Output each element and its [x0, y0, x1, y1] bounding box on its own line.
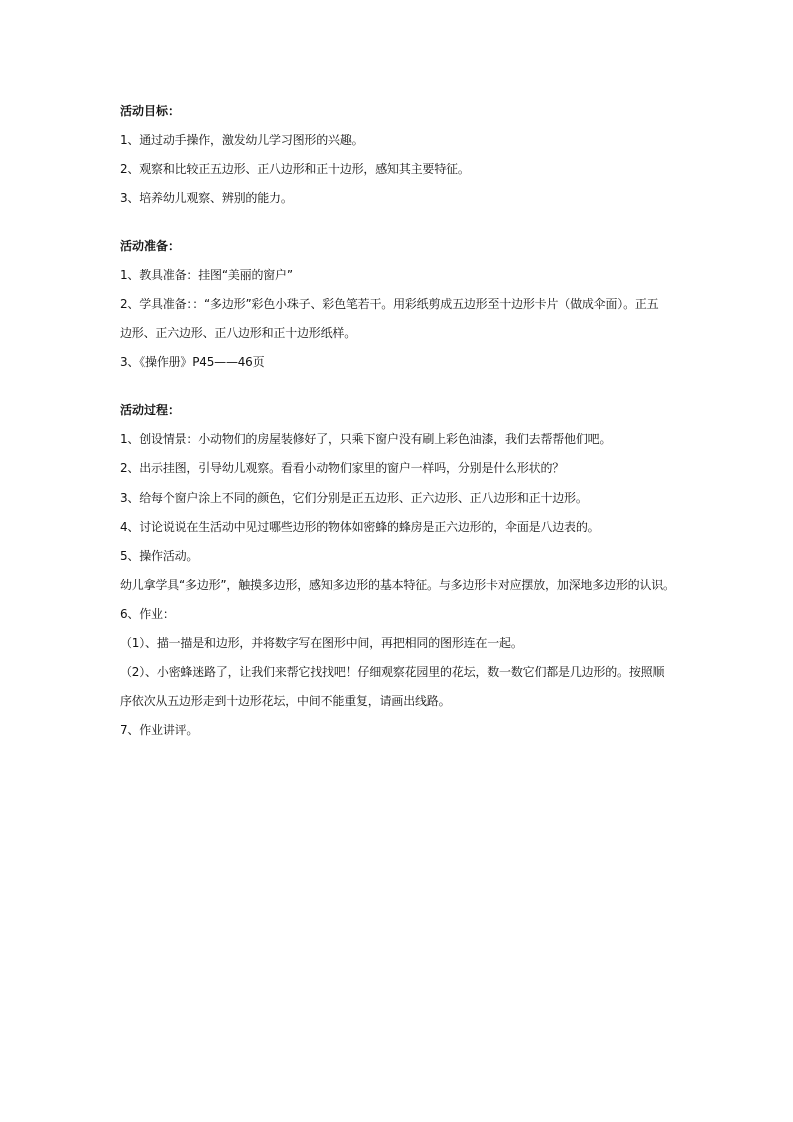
- process-item-5-detail: 幼儿拿学具“多边形”，触摸多边形，感知多边形的基本特征。与多边形卡对应摆放，加深地多边形的认识。: [120, 578, 675, 592]
- goals-heading: 活动目标：: [120, 104, 181, 118]
- process-item-6-2: （2）、小密蜂迷路了，让我们来帮它找找吧！仔细观察花园里的花坛，数一数它们都是几边形的。按照顺: [120, 665, 665, 679]
- process-item-1: 1、创设情景：小动物们的房屋装修好了，只乘下窗户没有刷上彩色油漆，我们去帮帮他们吧。: [120, 432, 612, 446]
- preparation-heading: 活动准备：: [120, 239, 181, 253]
- process-item-6-1: （1）、描一描是和边形，并将数字写在图形中间，再把相同的图形连在一起。: [120, 636, 523, 650]
- preparation-item-1: 1、教具准备：挂图“美丽的窗户”: [120, 268, 293, 282]
- process-item-7: 7、作业讲评。: [120, 723, 199, 737]
- process-item-4: 4、讨论说说在生活动中见过哪些边形的物体如密蜂的蜂房是正六边形的，伞面是八边表的。: [120, 520, 600, 534]
- preparation-item-2: 2、学具准备：：“多边形”彩色小珠子、彩色笔若干。用彩纸剪成五边形至十边形卡片（做成伞面）。正五: [120, 297, 659, 311]
- process-item-2: 2、出示挂图，引导幼儿观察。看看小动物们家里的窗户一样吗，分别是什么形状的？: [120, 461, 565, 475]
- process-item-6-2-cont: 序依次从五边形走到十边形花坛，中间不能重复，请画出线路。: [120, 694, 451, 708]
- goals-item-1: 1、通过动手操作，激发幼儿学习图形的兴趣。: [120, 133, 364, 147]
- preparation-item-3: 3、《操作册》P45——46页: [120, 355, 265, 369]
- process-item-6: 6、作业：: [120, 607, 175, 621]
- preparation-item-2-cont: 边形、正六边形、正八边形和正十边形纸样。: [120, 326, 357, 340]
- goals-item-3: 3、培养幼儿观察、辨别的能力。: [120, 191, 293, 205]
- process-item-3: 3、给每个窗户涂上不同的颜色，它们分别是正五边形、正六边形、正八边形和正十边形。: [120, 491, 588, 505]
- goals-item-2: 2、观察和比较正五边形、正八边形和正十边形，感知其主要特征。: [120, 162, 470, 176]
- process-item-5: 5、操作活动。: [120, 549, 199, 563]
- process-heading: 活动过程：: [120, 403, 181, 417]
